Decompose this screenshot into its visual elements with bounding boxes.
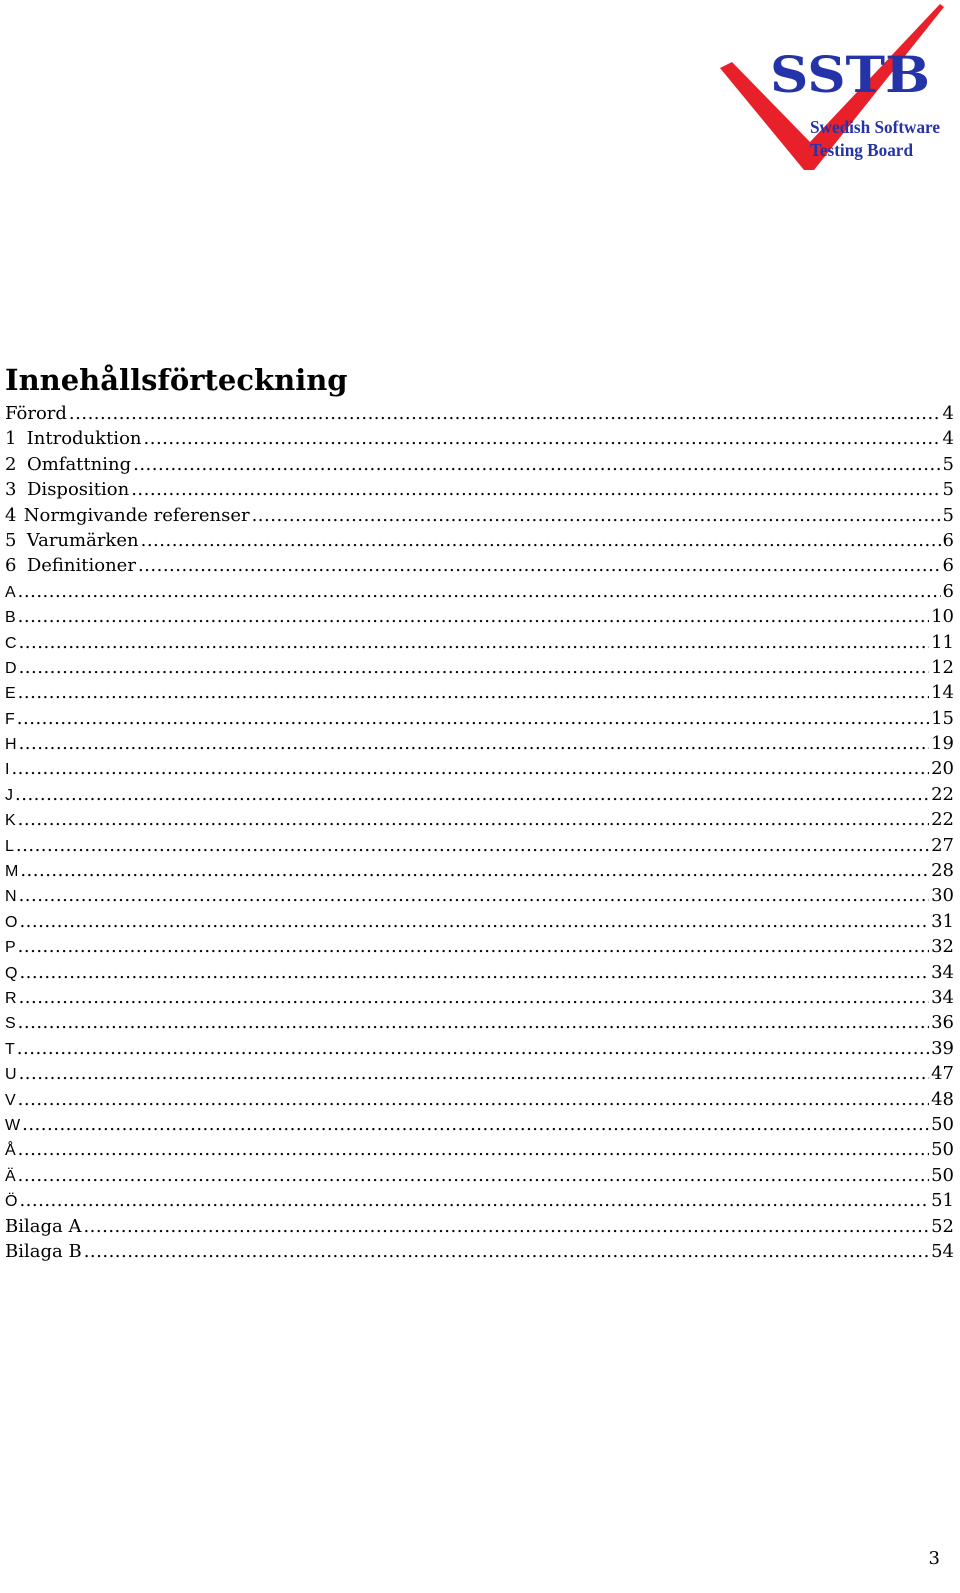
toc-entry-label: S — [5, 1015, 16, 1033]
toc-entry[interactable] — [5, 909, 954, 934]
toc-entry-page: 4 — [942, 403, 954, 424]
toc-entry[interactable] — [5, 1112, 954, 1137]
toc-dot-leader — [18, 604, 929, 629]
toc-entry[interactable] — [5, 401, 954, 426]
toc-entry-number: 3 — [5, 479, 17, 501]
toc-entry-label: Definitioner — [26, 555, 136, 577]
toc-dot-leader — [19, 883, 930, 908]
toc-entry-page: 39 — [931, 1037, 954, 1059]
toc-entry-page: 11 — [931, 631, 954, 653]
toc-entry-label: Normgivande referenser — [23, 504, 250, 526]
toc-entry-label: Förord — [5, 403, 67, 424]
toc-entry-label: K — [5, 812, 16, 830]
toc-entry[interactable] — [5, 553, 954, 578]
toc-entry[interactable] — [5, 985, 954, 1010]
toc-entry[interactable] — [5, 1137, 954, 1162]
toc-dot-leader — [18, 1137, 929, 1162]
toc-entry-page: 22 — [931, 783, 954, 805]
toc-dot-leader — [18, 1163, 929, 1188]
toc-dot-leader — [17, 1036, 929, 1061]
toc-dot-leader — [18, 680, 929, 705]
toc-entry-label: Ä — [5, 1167, 16, 1185]
toc-entry-label: V — [5, 1091, 16, 1109]
toc-entry-label: Introduktion — [26, 428, 142, 450]
toc-entry-label: Bilaga A — [5, 1215, 82, 1237]
toc-dot-leader — [18, 934, 929, 959]
toc-entry-page: 47 — [931, 1063, 954, 1085]
toc-dot-leader — [19, 960, 929, 985]
toc-entry-number: 5 — [5, 529, 17, 551]
toc-entry-label: F — [5, 710, 15, 728]
toc-entry-page: 50 — [931, 1164, 954, 1186]
toc-entry[interactable] — [5, 1010, 954, 1035]
sstb-logo — [720, 0, 960, 175]
toc-entry-page: 54 — [931, 1240, 954, 1262]
toc-entry-number: 1 — [5, 428, 17, 450]
toc-entry[interactable] — [5, 680, 954, 705]
toc-entry-page: 34 — [931, 986, 954, 1008]
toc-dot-leader — [19, 985, 930, 1010]
toc-entry-label: D — [5, 659, 17, 677]
toc-dot-leader — [19, 731, 930, 756]
toc-entry[interactable] — [5, 934, 954, 959]
toc-entry-page: 52 — [931, 1215, 954, 1237]
toc-entry[interactable] — [5, 883, 954, 908]
toc-entry-label: T — [5, 1040, 15, 1058]
toc-entry[interactable] — [5, 503, 954, 528]
toc-dot-leader — [18, 1010, 929, 1035]
toc-dot-leader — [16, 833, 929, 858]
toc-entry-label: Disposition — [27, 479, 130, 501]
sstb-logo-graphic — [720, 0, 960, 175]
toc-entry[interactable] — [5, 756, 954, 781]
toc-dot-leader — [84, 1239, 929, 1264]
toc-entry-page: 12 — [931, 656, 954, 678]
toc-dot-leader — [11, 756, 929, 781]
toc-entry[interactable] — [5, 807, 954, 832]
toc-entry-page: 31 — [931, 910, 954, 932]
toc-entry-page: 22 — [931, 809, 954, 831]
toc-entry-label: O — [5, 913, 18, 931]
toc-dot-leader — [141, 528, 941, 553]
toc-dot-leader — [133, 452, 940, 477]
toc-entry-label: Bilaga B — [5, 1240, 82, 1262]
toc-entry-page: 14 — [931, 682, 954, 704]
toc-entry[interactable] — [5, 960, 954, 985]
toc-dot-leader — [15, 782, 929, 807]
toc-dot-leader — [83, 1214, 929, 1239]
toc-entry-label: R — [5, 989, 17, 1007]
toc-dot-leader — [19, 630, 930, 655]
toc-entry-page: 34 — [931, 961, 954, 983]
toc-dot-leader — [252, 503, 941, 528]
logo-line2: Testing Board — [810, 140, 913, 160]
toc-dot-leader — [19, 655, 930, 680]
toc-entry[interactable] — [5, 1087, 954, 1112]
toc-entry[interactable] — [5, 528, 954, 553]
toc-entry-page: 50 — [931, 1113, 954, 1135]
toc-entry[interactable] — [5, 452, 954, 477]
toc-entry[interactable] — [5, 1214, 954, 1239]
toc-entry-page: 6 — [942, 529, 954, 551]
toc-entry-page: 27 — [931, 834, 954, 856]
logo-abbr: SSTB — [770, 45, 930, 104]
toc-entry[interactable] — [5, 1239, 954, 1264]
toc-entry-label: Q — [5, 964, 18, 982]
toc-entry-label: Omfattning — [26, 453, 132, 475]
toc-entry-page: 28 — [931, 860, 954, 882]
toc-entry-page: 6 — [942, 580, 954, 602]
toc-entry[interactable] — [5, 655, 954, 680]
toc-entry-page: 15 — [931, 707, 954, 729]
toc-dot-leader — [18, 579, 941, 604]
toc-dot-leader — [18, 1087, 929, 1112]
toc-dot-leader — [144, 426, 941, 451]
toc-entry[interactable] — [5, 833, 954, 858]
toc-entry-page: 19 — [931, 733, 954, 755]
toc-entry[interactable] — [5, 477, 954, 502]
toc-entry-page: 20 — [931, 758, 954, 780]
toc-entry-label: B — [5, 609, 16, 627]
toc-entry-label: W — [5, 1116, 21, 1134]
toc-dot-leader — [22, 1112, 929, 1137]
toc-entry-label: A — [5, 583, 16, 601]
toc-entry-label: C — [5, 634, 17, 652]
toc-entry[interactable] — [5, 782, 954, 807]
toc-entry[interactable] — [5, 731, 954, 756]
toc-entry[interactable] — [5, 1036, 954, 1061]
toc-entry[interactable] — [5, 426, 954, 451]
toc-dot-leader — [131, 477, 940, 502]
toc-entry-page: 32 — [931, 936, 954, 958]
toc-entry-label: H — [5, 736, 17, 754]
toc-entry-page: 5 — [942, 504, 954, 526]
toc-entry-label: E — [5, 685, 16, 703]
toc-dot-leader — [19, 1188, 929, 1213]
toc-entry-page: 4 — [942, 428, 954, 450]
toc-entry-number: 4 — [5, 504, 17, 526]
toc-dot-leader — [69, 401, 941, 426]
toc-entry-page: 30 — [931, 885, 954, 907]
toc-entry-label: J — [5, 786, 13, 804]
toc-entry-label: U — [5, 1066, 17, 1084]
toc-entry-label: Å — [5, 1142, 16, 1160]
toc-entry-number: 6 — [5, 555, 17, 577]
toc-entry-label: I — [5, 761, 10, 779]
toc-entry-label: M — [5, 863, 19, 881]
toc-entry-page: 36 — [931, 1012, 954, 1034]
toc-dot-leader — [19, 909, 929, 934]
toc-entry-page: 50 — [931, 1139, 954, 1161]
toc-entry[interactable] — [5, 1188, 954, 1213]
toc-entry[interactable] — [5, 630, 954, 655]
toc-entry-label: Varumärken — [26, 529, 139, 551]
logo-line1: Swedish Software — [810, 117, 941, 137]
toc-entry-label: Ö — [5, 1193, 18, 1211]
toc-entry-page: 5 — [942, 479, 954, 501]
toc-entry-page: 51 — [931, 1190, 954, 1212]
toc-entry-page: 5 — [942, 453, 954, 475]
toc-entry-label: N — [5, 888, 17, 906]
toc-entry[interactable] — [5, 579, 954, 604]
toc-dot-leader — [17, 706, 929, 731]
toc-entry[interactable] — [5, 1061, 954, 1086]
toc-dot-leader — [20, 858, 929, 883]
toc-entry[interactable] — [5, 1163, 954, 1188]
toc-entry[interactable] — [5, 604, 954, 629]
toc-entry-page: 48 — [931, 1088, 954, 1110]
toc-entry[interactable] — [5, 706, 954, 731]
toc-entry-page: 10 — [931, 606, 954, 628]
toc-entry-page: 6 — [942, 555, 954, 577]
toc-entry-label: L — [5, 837, 14, 855]
toc-dot-leader — [19, 1061, 930, 1086]
toc-title: Innehållsförteckning — [5, 363, 348, 397]
toc-dot-leader — [138, 553, 941, 578]
page-number: 3 — [928, 1548, 940, 1569]
toc-dot-leader — [18, 807, 929, 832]
toc-entry-number: 2 — [5, 453, 17, 475]
toc-entry-label: P — [5, 939, 16, 957]
toc-list — [5, 401, 954, 1264]
toc-entry[interactable] — [5, 858, 954, 883]
